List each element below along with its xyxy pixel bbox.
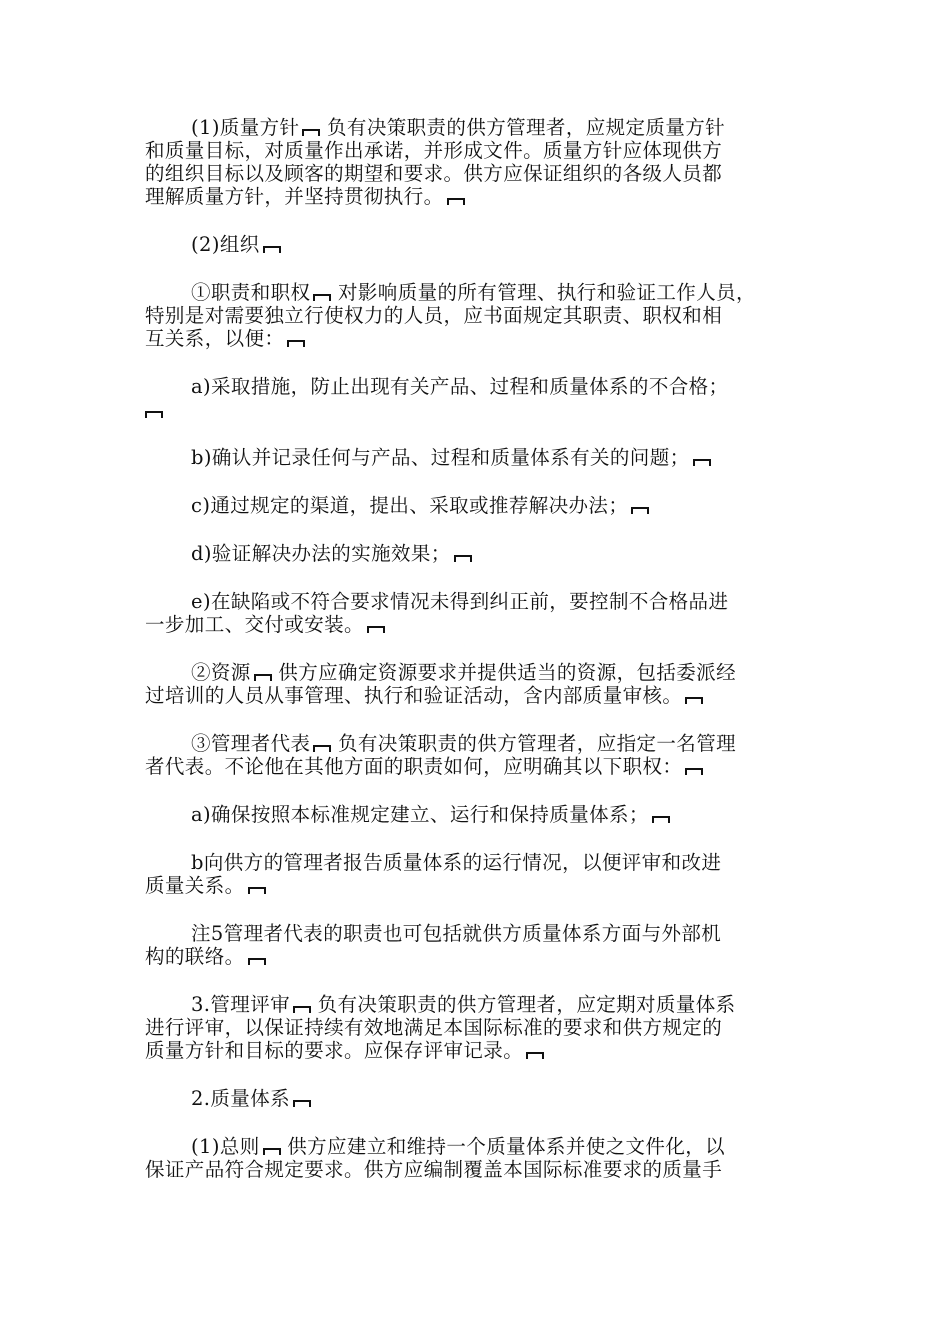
body-text: a)采取措施，防止出现有关产品、过程和质量体系的不合格； (191, 375, 729, 398)
paragraph-general (145, 1135, 815, 1181)
paragraph-mark-icon (263, 1148, 281, 1155)
document-body (145, 116, 815, 1206)
body-text: b向供方的管理者报告质量体系的运行情况，以便评审和改进 质量关系。 (145, 851, 722, 897)
paragraph-mark-icon (367, 626, 385, 633)
paragraph-mark-icon (526, 1052, 544, 1059)
paragraph-mark-icon (248, 958, 266, 965)
body-text: 供方应建立和维持一个质量体系并使之文件化，以 保证产品符合规定要求。供方应编制覆盖本国际标准要求的质量手 (145, 1135, 726, 1181)
body-text: 注5管理者代表的职责也可包括就供方质量体系方面与外部机 构的联络。 (145, 922, 722, 968)
paragraph-mark-icon (313, 294, 331, 301)
paragraph-rep-item-a (145, 803, 815, 826)
heading-text: 2.质量体系 (191, 1087, 291, 1110)
paragraph-mark-icon (293, 1100, 311, 1107)
paragraph-mark-icon (685, 697, 703, 704)
body-text: c)通过规定的渠道，提出、采取或推荐解决办法； (191, 494, 629, 517)
paragraph-organization (145, 233, 815, 256)
paragraph-quality-policy (145, 116, 815, 208)
heading-text: 3.管理评审 (191, 993, 291, 1016)
paragraph-mark-icon (693, 459, 711, 466)
paragraph-mark-icon (631, 507, 649, 514)
paragraph-mark-icon (302, 129, 320, 136)
body-text: b)确认并记录任何与产品、过程和质量体系有关的问题； (191, 446, 690, 469)
paragraph-mark-icon (454, 555, 472, 562)
paragraph-resources (145, 661, 815, 707)
paragraph-item-e (145, 590, 815, 636)
body-text: 对影响质量的所有管理、执行和验证工作人员， 特别是对需要独立行使权力的人员，应书面规定其职责、职权和相 互关系，以便： (145, 281, 756, 350)
body-text: a)确保按照本标准规定建立、运行和保持质量体系； (191, 803, 649, 826)
paragraph-mark-icon (248, 887, 266, 894)
heading-text: ②资源 (191, 661, 251, 684)
body-text: 负有决策职责的供方管理者，应规定质量方针 和质量目标，对质量作出承诺，并形成文件。质量方针应体现供方 的组织目标以及顾客的期望和要求。供方应保证组织的各级人员都 理解质量方针，并坚持贯彻执行。 (145, 116, 726, 208)
paragraph-mark-icon (447, 198, 465, 205)
heading-text: (2)组织 (191, 233, 260, 256)
paragraph-management-review (145, 993, 815, 1062)
heading-text: (1)质量方针 (191, 116, 300, 139)
body-text: e)在缺陷或不符合要求情况未得到纠正前，要控制不合格品进 一步加工、交付或安装。 (145, 590, 729, 636)
paragraph-item-d (145, 542, 815, 565)
paragraph-mark-icon (263, 246, 281, 253)
paragraph-mark-icon (145, 411, 163, 418)
paragraph-mark-icon (685, 768, 703, 775)
body-text: 负有决策职责的供方管理者，应指定一名管理 者代表。不论他在其他方面的职责如何，应明确其以下职权： (145, 732, 737, 778)
paragraph-management-representative (145, 732, 815, 778)
heading-text: ③管理者代表 (191, 732, 311, 755)
paragraph-mark-icon (313, 745, 331, 752)
paragraph-responsibility (145, 281, 815, 350)
paragraph-mark-icon (652, 816, 670, 823)
paragraph-mark-icon (287, 340, 305, 347)
paragraph-note-5 (145, 922, 815, 968)
paragraph-item-c (145, 494, 815, 517)
heading-text: ①职责和职权 (191, 281, 311, 304)
heading-text: (1)总则 (191, 1135, 260, 1158)
body-text: 负有决策职责的供方管理者，应定期对质量体系 进行评审，以保证持续有效地满足本国际标准的要求和供方规定的 质量方针和目标的要求。应保存评审记录。 (145, 993, 736, 1062)
paragraph-mark-icon (254, 674, 272, 681)
paragraph-rep-item-b (145, 851, 815, 897)
paragraph-quality-system (145, 1087, 815, 1110)
body-text: 供方应确定资源要求并提供适当的资源，包括委派经 过培训的人员从事管理、执行和验证活动，含内部质量审核。 (145, 661, 737, 707)
paragraph-item-b (145, 446, 815, 469)
body-text: d)验证解决办法的实施效果； (191, 542, 451, 565)
paragraph-mark-icon (293, 1006, 311, 1013)
paragraph-item-a (145, 375, 815, 421)
